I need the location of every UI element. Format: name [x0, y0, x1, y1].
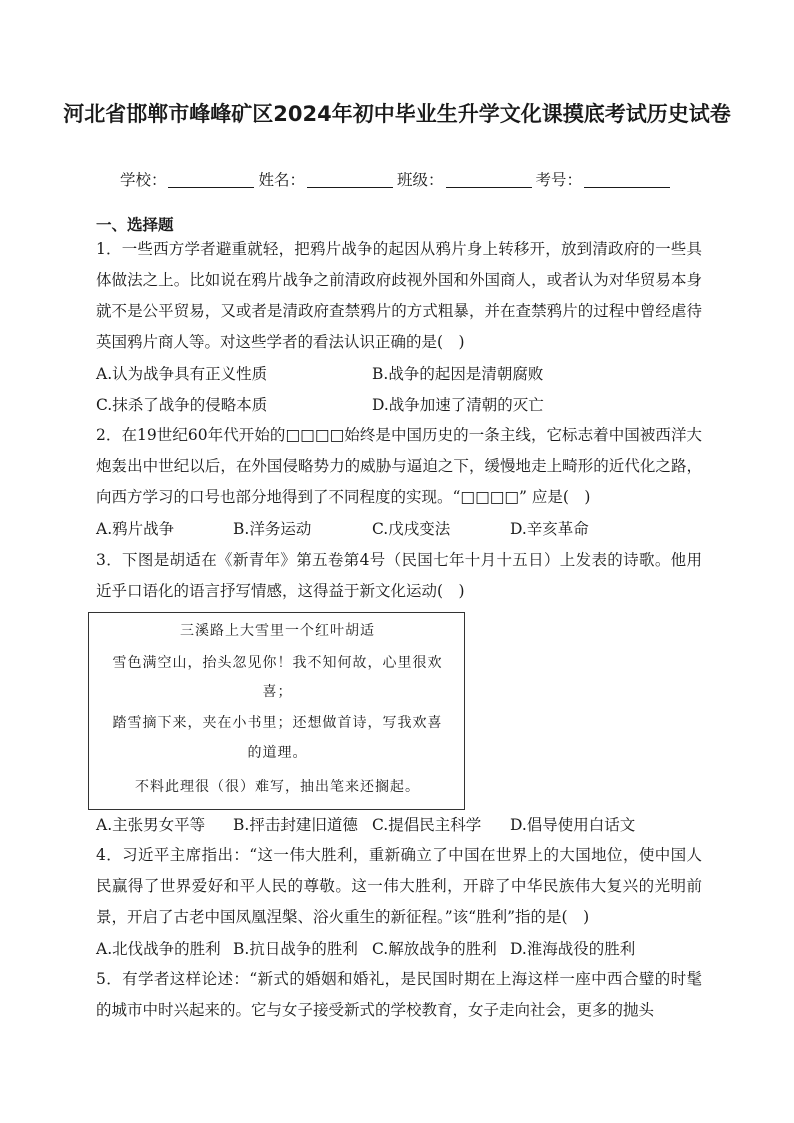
question-1-stem: 1．一些西方学者避重就轻，把鸦片战争的起因从鸦片身上转移开，放到清政府的一些具体做法之上。比如说在鸦片战争之前清政府歧视外国和外国商人，或者认为对华贸易本身就不是公平贸易，又或者是清政府查禁鸦片的方式粗暴，并在查禁鸦片的过程中曾经虐待英国鸦片商人等。对这些学者的看法认识正确的是( ) — [96, 240, 702, 351]
question-2-option-c[interactable]: C.戊戌变法 — [372, 520, 451, 538]
name-blank[interactable] — [307, 171, 393, 188]
question-3-option-c[interactable]: C.提倡民主科学 — [372, 816, 482, 834]
school-label: 学校： — [119, 171, 167, 189]
question-2-stem: 2．在19世纪60年代开始的□□□□始终是中国历史的一条主线，它标志着中国被西洋大炮轰出中世纪以后，在外国侵略势力的威胁与逼迫之下，缓慢地走上畸形的近代化之路，向西方学习的口号也部分地得到了不同程度的实现。“□□□□” 应是( ) — [96, 426, 702, 506]
section-title: 一、选择题 — [96, 216, 174, 234]
question-1-option-a[interactable]: A.认为战争具有正义性质 — [96, 365, 268, 383]
question-1-option-d[interactable]: D.战争加速了清朝的灭亡 — [372, 396, 544, 414]
poem-figure — [88, 612, 465, 810]
question-3-option-a[interactable]: A.主张男女平等 — [96, 816, 206, 834]
question-4-option-a[interactable]: A.北伐战争的胜利 — [96, 940, 221, 958]
question-3-option-d[interactable]: D.倡导使用白话文 — [510, 816, 636, 834]
name-label: 姓名： — [258, 171, 305, 189]
poem-line: 踏雪摘下来，夹在小书里；还想做首诗，写我欢喜 — [112, 715, 443, 731]
question-1-option-c[interactable]: C.抹杀了战争的侵略本质 — [96, 396, 268, 414]
question-3-stem: 3．下图是胡适在《新青年》第五卷第4号（民国七年十月十五日）上发表的诗歌。他用近乎口语化的语言抒写情感，这得益于新文化运动( ) — [96, 551, 702, 600]
question-5-stem: 5．有学者这样论述：“新式的婚姻和婚礼，是民国时期在上海这样一座中西合璧的时髦的城市中时兴起来的。它与女子接受新式的学校教育，女子走向社会，更多的抛头 — [96, 970, 702, 1019]
question-4-option-c[interactable]: C.解放战争的胜利 — [372, 940, 497, 958]
question-1-option-b[interactable]: B.战争的起因是清朝腐败 — [372, 365, 544, 383]
question-4-stem: 4．习近平主席指出：“这一伟大胜利，重新确立了中国在世界上的大国地位，使中国人民赢得了世界爱好和平人民的尊敬。这一伟大胜利，开辟了中华民族伟大复兴的光明前景，开启了古老中国凤凰涅槃、浴火重生的新征程。”该“胜利”指的是( ) — [96, 846, 702, 926]
poem-line: 喜； — [262, 684, 293, 700]
class-blank[interactable] — [446, 171, 532, 188]
question-4-option-d[interactable]: D.淮海战役的胜利 — [510, 940, 636, 958]
school-blank[interactable] — [168, 171, 254, 188]
question-2-option-b[interactable]: B.洋务运动 — [233, 520, 312, 538]
poem-line: 的道理。 — [247, 745, 308, 761]
question-3-option-b[interactable]: B.抨击封建旧道德 — [233, 816, 358, 834]
number-blank[interactable] — [584, 171, 670, 188]
question-2-option-a[interactable]: A.鸦片战争 — [96, 520, 175, 538]
poem-line: 不料此理很（很）难写，抽出笔来还搁起。 — [135, 779, 420, 795]
question-4-option-b[interactable]: B.抗日战争的胜利 — [233, 940, 358, 958]
poem-line: 雪色满空山，抬头忽见你！我不知何故，心里很欢 — [112, 655, 443, 671]
number-label: 考号： — [535, 171, 583, 189]
student-info-row — [0, 168, 794, 192]
poem-title: 三溪路上大雪里一个红叶胡适 — [180, 623, 375, 639]
page-title: 河北省邯郸市峰峰矿区2024年初中毕业生升学文化课摸底考试历史试卷 — [63, 102, 731, 126]
question-2-option-d[interactable]: D.辛亥革命 — [510, 520, 589, 538]
class-label: 班级： — [397, 171, 444, 189]
